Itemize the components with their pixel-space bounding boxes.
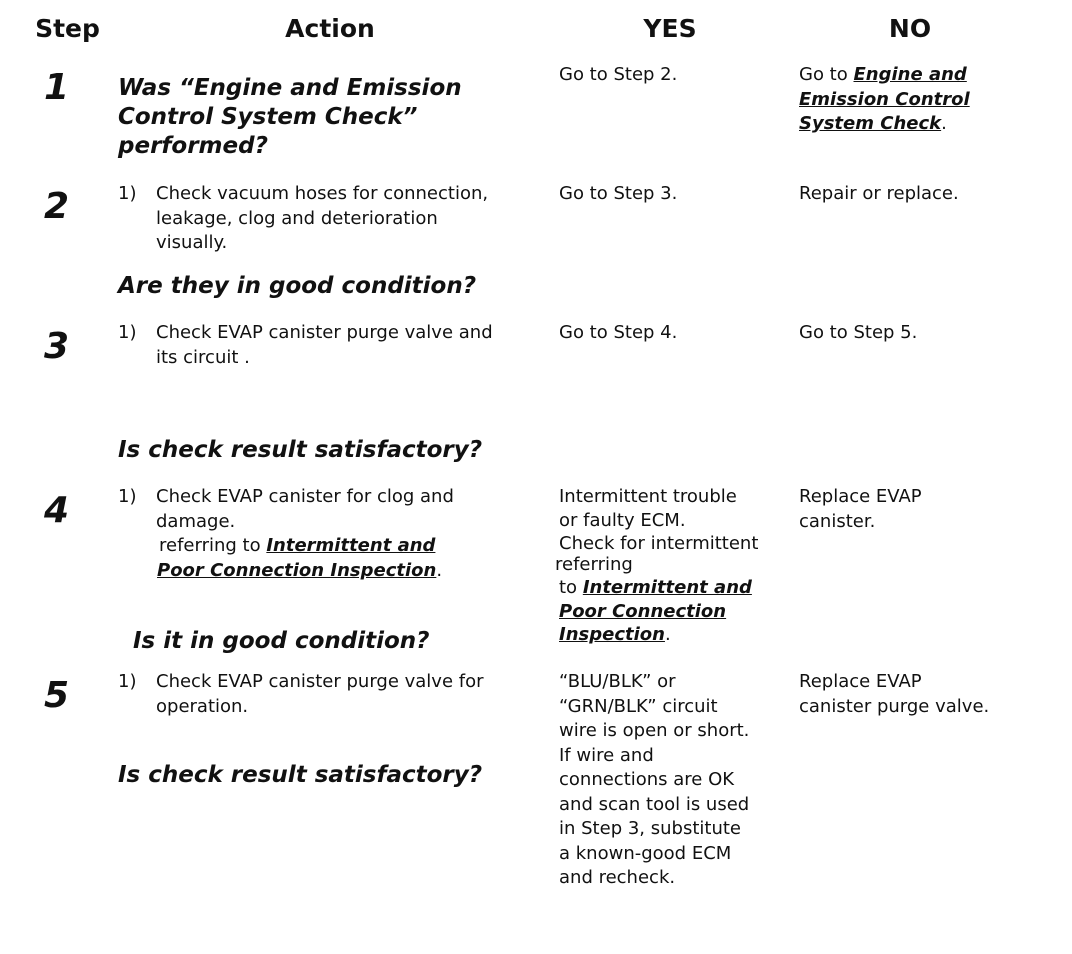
step-1-number: 1 xyxy=(44,67,70,108)
step-5-yes-line: “BLU/BLK” or xyxy=(559,671,676,692)
step-1-question-line: Was “Engine and Emission xyxy=(118,75,462,101)
intermittent-inspection-link[interactable]: Poor Connection Inspection xyxy=(157,559,437,581)
step-5-yes-line: in Step 3, substitute xyxy=(559,818,741,839)
step-5-yes-line: and scan tool is used xyxy=(559,793,750,815)
step-2-item-line: visually. xyxy=(156,232,228,253)
step-1-no xyxy=(799,63,970,137)
step-5-yes-line: “GRN/BLK” circuit xyxy=(559,695,718,717)
step-4-yes-line: Check for intermittent xyxy=(559,533,759,554)
step-5-yes-line: a known-good ECM xyxy=(559,842,732,864)
step-4-item-number: 1) xyxy=(118,486,137,507)
step-5-number: 5 xyxy=(44,675,70,716)
intermittent-inspection-link[interactable]: Intermittent and xyxy=(582,577,752,598)
step-1-no-prefix: Go to xyxy=(799,64,848,85)
step-2-yes: Go to Step 3. xyxy=(559,183,678,204)
intermittent-inspection-link[interactable]: Intermittent and xyxy=(266,535,436,556)
column-header-step: Step xyxy=(35,14,100,43)
step-4-yes-link-prefix: to xyxy=(559,577,578,598)
step-4-reference xyxy=(159,534,442,583)
step-4-yes-line: or faulty ECM. xyxy=(559,509,686,531)
step-4-no xyxy=(799,485,922,534)
step-4-yes xyxy=(555,485,759,647)
step-3-item-number: 1) xyxy=(118,322,137,343)
step-5-no-line: Replace EVAP xyxy=(799,671,922,692)
step-3-no: Go to Step 5. xyxy=(799,322,918,343)
step-4-ref-suffix: . xyxy=(436,559,443,581)
step-5-question: Is check result satisfactory? xyxy=(118,762,483,788)
engine-emission-check-link[interactable]: Engine and xyxy=(853,64,967,85)
step-3-yes: Go to Step 4. xyxy=(559,322,678,343)
step-5-no xyxy=(799,670,989,719)
step-5-yes xyxy=(559,670,749,891)
step-2-item-line: Check vacuum hoses for connection, xyxy=(156,183,489,204)
step-1-question xyxy=(118,74,462,161)
step-5-no-line: canister purge valve. xyxy=(799,695,990,717)
step-1-no-suffix: . xyxy=(941,113,947,134)
step-4-yes-line: Intermittent trouble xyxy=(559,486,737,507)
step-2-item-number: 1) xyxy=(118,183,137,204)
intermittent-inspection-link[interactable]: Inspection xyxy=(559,624,665,645)
step-5-item-line: Check EVAP canister purge valve for xyxy=(156,671,484,692)
step-4-no-line: Replace EVAP xyxy=(799,486,922,507)
step-5-yes-line: If wire and xyxy=(559,744,654,766)
step-3-item-line: its circuit . xyxy=(156,346,250,368)
step-3-question: Is check result satisfactory? xyxy=(118,437,483,463)
step-4-item-line: damage. xyxy=(156,510,236,532)
step-2-item-line: leakage, clog and deterioration xyxy=(156,207,438,229)
step-5-item-line: operation. xyxy=(156,695,249,717)
column-header-no: NO xyxy=(888,14,932,43)
step-2-no: Repair or replace. xyxy=(799,183,959,204)
step-4-item-line: Check EVAP canister for clog and xyxy=(156,486,454,507)
step-4-question: Is it in good condition? xyxy=(133,628,430,654)
engine-emission-check-link[interactable]: Emission Control xyxy=(799,88,970,110)
step-1-question-line: Control System Check” xyxy=(118,104,418,130)
step-5-yes-line: and recheck. xyxy=(559,867,676,888)
step-4-yes-link-suffix: . xyxy=(664,624,671,645)
step-5-yes-line: wire is open or short. xyxy=(559,720,750,741)
step-3-number: 3 xyxy=(44,326,70,367)
step-3-item-line: Check EVAP canister purge valve and xyxy=(156,322,493,343)
step-4-ref-prefix: referring to xyxy=(159,535,261,556)
column-header-action: Action xyxy=(285,14,375,43)
step-2-question: Are they in good condition? xyxy=(118,273,477,299)
step-4-yes-line: referring xyxy=(555,553,633,575)
step-5-item-number: 1) xyxy=(118,671,137,692)
step-4-no-line: canister. xyxy=(799,510,876,532)
step-1-yes: Go to Step 2. xyxy=(559,64,678,85)
intermittent-inspection-link[interactable]: Poor Connection xyxy=(559,600,727,622)
step-1-question-line: performed? xyxy=(118,133,268,159)
column-header-yes: YES xyxy=(643,14,697,43)
step-5-yes-line: connections are OK xyxy=(559,769,735,790)
step-4-number: 4 xyxy=(44,490,70,531)
engine-emission-check-link[interactable]: System Check xyxy=(799,113,942,134)
step-2-number: 2 xyxy=(44,186,70,227)
